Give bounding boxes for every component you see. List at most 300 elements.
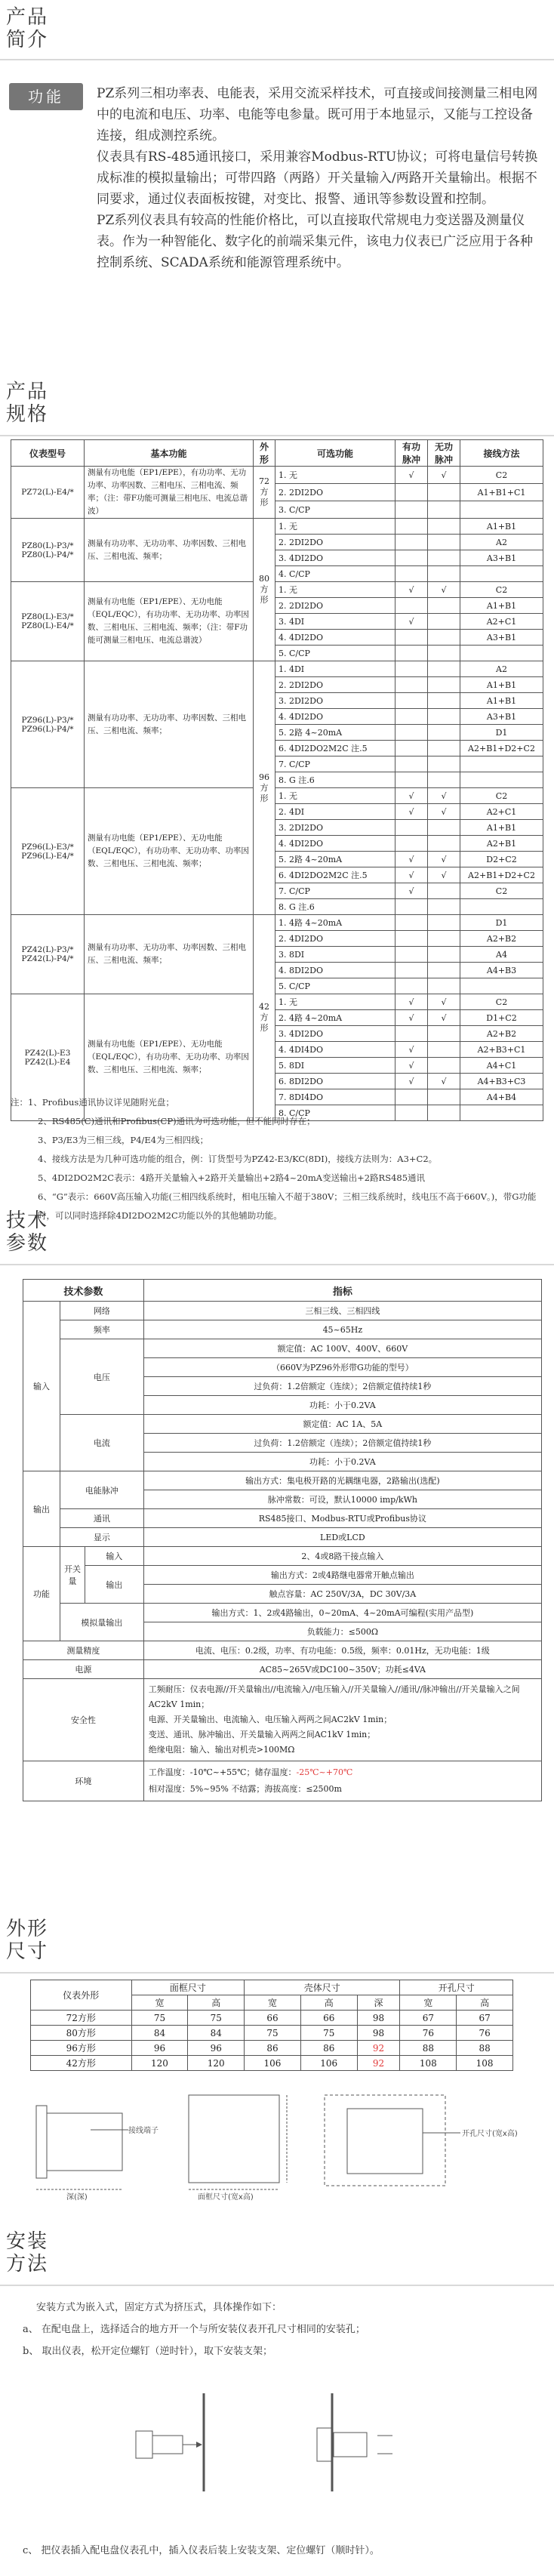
dim-value: 108: [457, 2056, 513, 2071]
tech-label: 电流: [60, 1415, 144, 1471]
spec-reactive-pulse: [428, 661, 460, 677]
spec-wiring: [460, 899, 543, 915]
dim-divider: [0, 1972, 554, 1974]
spec-function: 测量有功功率、无功功率、功率因数、三相电压、三相电流、频率；: [85, 915, 254, 994]
spec-option: 1. 4路 4~20mA: [275, 915, 395, 931]
spec-reactive-pulse: √: [428, 852, 460, 867]
spec-active-pulse: √: [395, 867, 428, 883]
spec-wiring: A1+B1: [460, 519, 543, 535]
spec-function: 测量有功功率、无功功率、功率因数、三相电压、三相电流、频率；: [85, 519, 254, 582]
spec-wiring: C2: [460, 467, 543, 484]
dim-value: 84: [188, 2026, 245, 2041]
spec-active-pulse: [395, 484, 428, 501]
cutout-diagram: [325, 2095, 460, 2186]
install-step: a、 在配电盘上，选择适合的地方开一个与所安装仪表开孔尺寸相同的安装孔；: [23, 2324, 365, 2335]
install-step: b、 取出仪表，松开定位螺钉（逆时针），取下安装支架；: [23, 2346, 272, 2357]
tech-value: AC85~265V或DC100~350V；功耗≤4VA: [143, 1660, 541, 1679]
tech-value: 功耗：小于0.2VA: [143, 1453, 541, 1471]
spec-reactive-pulse: [428, 614, 460, 630]
install-intro: 安装方式为嵌入式，固定方式为挤压式，具体操作如下：: [36, 2302, 282, 2313]
dim-value: 98: [357, 2011, 400, 2026]
spec-wiring: A2+B3+C1: [460, 1042, 543, 1058]
spec-reactive-pulse: [428, 501, 460, 519]
spec-wiring: [460, 978, 543, 994]
spec-reactive-pulse: [428, 741, 460, 756]
spec-wiring: D1: [460, 915, 543, 931]
dim-shape: 80方形: [31, 2026, 132, 2041]
spec-option: 1. 无: [275, 582, 395, 598]
spec-reactive-pulse: [428, 725, 460, 741]
spec-reactive-pulse: [428, 1042, 460, 1058]
tech-label: 功能: [23, 1547, 60, 1641]
spec-reactive-pulse: [428, 630, 460, 646]
dim-value: 96: [131, 2041, 188, 2056]
spec-wiring: A1+B1: [460, 820, 543, 836]
dim-shape: 96方形: [31, 2041, 132, 2056]
tech-label: 显示: [60, 1528, 144, 1547]
dim-value: 108: [400, 2056, 457, 2071]
spec-row: [11, 788, 543, 804]
spec-option: 4. 4DI2DO: [275, 836, 395, 852]
spec-function: 测量有功电能（EP1/EPE）、无功电能（EQL/EQC），有功功率、无功功率、功率因数、三相电压、三相电流、频率；（注：带F功能可测量三相电压、电流总谐波）: [85, 582, 254, 661]
spec-active-pulse: [395, 535, 428, 550]
spec-wiring: [460, 646, 543, 661]
spec-wiring: A2: [460, 535, 543, 550]
spec-wiring: A3+B1: [460, 550, 543, 566]
dim-value: 75: [188, 2011, 245, 2026]
spec-wiring: A2+B2: [460, 931, 543, 947]
spec-model: PZ96(L)-P3/* PZ96(L)-P4/*: [11, 661, 85, 788]
spec-reactive-pulse: [428, 693, 460, 709]
spec-active-pulse: [395, 566, 428, 582]
spec-shape: 80方形: [254, 519, 275, 661]
tech-label: 频率: [60, 1320, 144, 1339]
dim-subheader: 高: [188, 1995, 245, 2011]
tech-table: [23, 1279, 542, 1801]
dim-subheader: 高: [457, 1995, 513, 2011]
spec-reactive-pulse: [428, 899, 460, 915]
dim-value: 92: [357, 2041, 400, 2056]
dim-subheader: 宽: [131, 1995, 188, 2011]
dim-value: 120: [188, 2056, 245, 2071]
spec-reactive-pulse: [428, 709, 460, 725]
spec-option: 7. C/CP: [275, 883, 395, 899]
dim-header: 开孔尺寸: [400, 1980, 513, 1995]
spec-wiring: A1+B1: [460, 693, 543, 709]
spec-reactive-pulse: √: [428, 1010, 460, 1026]
dim-value: 75: [131, 2011, 188, 2026]
spec-header: 可选功能: [275, 440, 395, 467]
spec-reactive-pulse: [428, 677, 460, 693]
spec-reactive-pulse: √: [428, 867, 460, 883]
spec-active-pulse: √: [395, 994, 428, 1010]
spec-option: 8. G 注.6: [275, 899, 395, 915]
spec-active-pulse: [395, 756, 428, 772]
spec-option: 3. 2DI2DO: [275, 820, 395, 836]
spec-option: 6. 4DI2DO2M2C 注.5: [275, 867, 395, 883]
spec-wiring: A2+B1+D2+C2: [460, 741, 543, 756]
spec-option: 1. 无: [275, 519, 395, 535]
spec-active-pulse: [395, 598, 428, 614]
spec-option: 1. 无: [275, 467, 395, 484]
panel-insert-step: [136, 2393, 204, 2491]
spec-reactive-pulse: √: [428, 1074, 460, 1089]
spec-header: 仪表型号: [11, 440, 85, 467]
spec-option: 4. 8DI2DO: [275, 963, 395, 978]
note-line: 6、“G”表示：660V高压输入功能(三相四线系统时，相电压输入不超于380V；三相三线系统时，线电压不高于660V。)，带G功能时，可以同时选择除4DI2DO2M2C功能以外的其他辅助功能。: [38, 1191, 537, 1221]
tech-value: 额定值：AC 1A、5A: [143, 1415, 541, 1434]
tech-header: 技术参数: [23, 1280, 144, 1302]
tech-value: LED或LCD: [143, 1528, 541, 1547]
spec-option: 5. C/CP: [275, 646, 395, 661]
note-line: 3、P3/E3为三相三线，P4/E4为三相四线；: [38, 1135, 209, 1145]
spec-reactive-pulse: [428, 915, 460, 931]
dim-value: 75: [300, 2026, 357, 2041]
install-steps: [23, 2297, 543, 2362]
spec-active-pulse: [395, 519, 428, 535]
spec-active-pulse: [395, 725, 428, 741]
dimension-diagrams: [30, 2088, 528, 2201]
dim-subheader: 高: [300, 1995, 357, 2011]
install-diagram: [128, 2378, 430, 2507]
spec-table: [11, 439, 543, 1121]
spec-wiring: A1+B1+C1: [460, 484, 543, 501]
spec-reactive-pulse: [428, 535, 460, 550]
spec-option: 8. C/CP: [275, 1105, 395, 1121]
tech-label: 输出: [23, 1471, 60, 1547]
tech-value: 工作温度：-10℃~+55℃；储存温度：-25℃~+70℃ 相对湿度：5%~95% 不结露；海拔高度：≤2500m: [143, 1761, 541, 1801]
spec-option: 1. 无: [275, 788, 395, 804]
spec-model: PZ96(L)-E3/* PZ96(L)-E4/*: [11, 788, 85, 915]
spec-active-pulse: [395, 630, 428, 646]
spec-wiring: [460, 772, 543, 788]
spec-reactive-pulse: [428, 550, 460, 566]
spec-function: 测量有功电能（EP1/EPE），有功功率、无功功率、功率因数、三相电压、三相电流、频率；（注：带F功能可测量三相电压、电流总谐波）: [85, 467, 254, 519]
spec-active-pulse: [395, 741, 428, 756]
spec-wiring: C2: [460, 883, 543, 899]
intro-paragraph: 仪表具有RS-485通讯接口，采用兼容Modbus-RTU协议；可将电量信号转换成标准的模拟量输出；可带四路（两路）开关量输入/两路开关量输出。根据不同要求，通过仪表面板按键，对变比、报警、通讯等参数设置和控制。: [97, 149, 538, 207]
spec-reactive-pulse: [428, 772, 460, 788]
tech-label: 环境: [23, 1761, 144, 1801]
spec-wiring: A2+C1: [460, 614, 543, 630]
dim-value: 86: [300, 2041, 357, 2056]
spec-option: 5. C/CP: [275, 978, 395, 994]
spec-option: 5. 2路 4~20mA: [275, 852, 395, 867]
spec-reactive-pulse: √: [428, 467, 460, 484]
install-step: c、 把仪表插入配电盘仪表孔中，插入仪表后装上安装支架、定位螺钉（顺时针）。: [23, 2545, 380, 2556]
tech-label: 电源: [23, 1660, 144, 1679]
spec-wiring: [460, 566, 543, 582]
tech-label: 模拟量输出: [60, 1604, 144, 1641]
spec-option: 8. G 注.6: [275, 772, 395, 788]
dim-subheader: 宽: [245, 1995, 301, 2011]
tech-value: 输出方式：1、2或4路输出，0~20mA、4~20mA可编程(实用产品型): [143, 1604, 541, 1622]
function-tab[interactable]: 功能: [9, 83, 83, 110]
spec-header: 基本功能: [85, 440, 254, 467]
spec-active-pulse: √: [395, 582, 428, 598]
spec-wiring: A2+B1: [460, 836, 543, 852]
spec-option: 1. 无: [275, 994, 395, 1010]
spec-wiring: [460, 756, 543, 772]
tech-label: 输入: [23, 1302, 60, 1471]
tech-value: 工频耐压：仪表电源//开关量输出//电流输入//电压输入//开关量输入//通讯//脉冲输出//开关量输入之间AC2kV 1min； 电源、开关量输出、电流输入、电压输入两两之间AC2kV 1min； 变送、通讯、脉冲输出、开关量输入两两之间AC1kV 1min； 绝缘电阻：输入、输出对机壳>100MΩ: [143, 1679, 541, 1761]
spec-divider: [0, 435, 554, 436]
spec-wiring: D2+C2: [460, 852, 543, 867]
spec-wiring: A4+B4: [460, 1089, 543, 1105]
tech-header: 指标: [143, 1280, 541, 1302]
spec-option: 2. 4路 4~20mA: [275, 1010, 395, 1026]
spec-option: 5. 8DI: [275, 1058, 395, 1074]
dim-header: 仪表外形: [31, 1980, 132, 2011]
spec-active-pulse: [395, 677, 428, 693]
spec-active-pulse: [395, 947, 428, 963]
dim-value: 84: [131, 2026, 188, 2041]
tech-value: 45~65Hz: [143, 1320, 541, 1339]
spec-active-pulse: √: [395, 467, 428, 484]
intro-divider: [0, 59, 554, 60]
tech-label: 输入: [85, 1547, 144, 1566]
dim-row: [31, 2056, 513, 2071]
spec-reactive-pulse: √: [428, 804, 460, 820]
spec-option: 1. 4DI: [275, 661, 395, 677]
install-divider: [0, 2285, 554, 2286]
spec-active-pulse: [395, 899, 428, 915]
note-line: 4、接线方法是为几种可选功能的组合，例：订货型号为PZ42-E3/KC(8DI)，接线方法则为：A3+C2。: [38, 1154, 438, 1164]
spec-active-pulse: √: [395, 852, 428, 867]
spec-option: 2. 4DI: [275, 804, 395, 820]
spec-reactive-pulse: [428, 484, 460, 501]
tech-value: 2、4或8路干接点输入: [143, 1547, 541, 1566]
dim-value: 98: [357, 2026, 400, 2041]
spec-wiring: A4+C1: [460, 1058, 543, 1074]
spec-wiring: A4+B3+C3: [460, 1074, 543, 1089]
spec-row: [11, 994, 543, 1010]
spec-header: 无功脉冲: [428, 440, 460, 467]
tech-value: 额定值：AC 100V、400V、660V: [143, 1339, 541, 1358]
dim-value: 106: [245, 2056, 301, 2071]
note-line: 2、RS485(C)通讯和Profibus(CP)通讯为可选功能，但不能同时存在；: [38, 1116, 315, 1126]
spec-reactive-pulse: [428, 963, 460, 978]
spec-active-pulse: √: [395, 1058, 428, 1074]
intro-paragraph: PZ系列三相功率表、电能表，采用交流采样技术，可直接或间接测量三相电网中的电流和电压、功率、电能等电参量。既可用于本地显示，又能与工控设备连接，组成测控系统。: [97, 86, 538, 143]
dim-title: 外形 尺寸: [6, 1918, 49, 1963]
note-line: 注：1、Profibus通讯协议详见随附光盘；: [11, 1097, 174, 1108]
spec-reactive-pulse: √: [428, 582, 460, 598]
spec-wiring: A3+B1: [460, 630, 543, 646]
dim-header: 面框尺寸: [131, 1980, 245, 1995]
spec-wiring: C2: [460, 582, 543, 598]
spec-option: 2. 2DI2DO: [275, 484, 395, 501]
dim-value: 106: [300, 2056, 357, 2071]
spec-active-pulse: [395, 1026, 428, 1042]
spec-shape: 72方形: [254, 467, 275, 519]
spec-active-pulse: [395, 931, 428, 947]
spec-notes: [11, 1093, 543, 1225]
spec-model: PZ80(L)-P3/* PZ80(L)-P4/*: [11, 519, 85, 582]
intro-paragraph: PZ系列仪表具有较高的性能价格比，可以直接取代常规电力变送器及测量仪表。作为一种智能化、数字化的前端采集元件，该电力仪表已广泛应用于各种控制系统、SCADA系统和能源管理系统中。: [97, 213, 533, 270]
install-steps-final: [23, 2540, 543, 2562]
tech-value: 过负荷：1.2倍额定（连续）；2倍额定值持续1秒: [143, 1377, 541, 1396]
spec-wiring: A1+B1: [460, 598, 543, 614]
spec-reactive-pulse: √: [428, 788, 460, 804]
note-line: 5、4DI2DO2M2C表示：4路开关量输入+2路开关量输出+2路4~20mA变送输出+2路RS485通讯: [38, 1172, 426, 1183]
tech-value: 电流、电压：0.2级，功率、有功电能：0.5级，频率：0.01Hz，无功电能：1级: [143, 1641, 541, 1660]
spec-active-pulse: √: [395, 883, 428, 899]
spec-option: 4. 4DI2DO: [275, 709, 395, 725]
spec-shape: 96方形: [254, 661, 275, 915]
spec-active-pulse: [395, 963, 428, 978]
spec-header: 外形: [254, 440, 275, 467]
spec-active-pulse: √: [395, 1074, 428, 1089]
intro-title: 产品 简介: [6, 6, 49, 51]
spec-title: 产品 规格: [6, 381, 49, 426]
spec-reactive-pulse: [428, 1026, 460, 1042]
spec-row: [11, 582, 543, 598]
spec-reactive-pulse: [428, 947, 460, 963]
spec-reactive-pulse: [428, 519, 460, 535]
spec-active-pulse: [395, 709, 428, 725]
spec-model: PZ42(L)-E3 PZ42(L)-E4: [11, 994, 85, 1121]
dim-value: 88: [400, 2041, 457, 2056]
tech-label: 安全性: [23, 1679, 144, 1761]
spec-active-pulse: √: [395, 1042, 428, 1058]
spec-shape: 42方形: [254, 915, 275, 1121]
spec-wiring: D1+C2: [460, 1010, 543, 1026]
spec-option: 3. C/CP: [275, 501, 395, 519]
spec-wiring: C2: [460, 788, 543, 804]
tech-value: 负载能力：≤500Ω: [143, 1622, 541, 1641]
depth-label: 深(深): [66, 2193, 88, 2201]
spec-option: 4. C/CP: [275, 566, 395, 582]
spec-active-pulse: [395, 915, 428, 931]
spec-option: 2. 2DI2DO: [275, 535, 395, 550]
spec-model: PZ42(L)-P3/* PZ42(L)-P4/*: [11, 915, 85, 994]
spec-wiring: A2+B1+D2+C2: [460, 867, 543, 883]
spec-active-pulse: √: [395, 788, 428, 804]
tech-label: 输出: [85, 1566, 144, 1604]
spec-row: [11, 519, 543, 535]
tech-value: RS485接口、Modbus-RTU或Profibus协议: [143, 1509, 541, 1528]
spec-row: [11, 915, 543, 931]
cutout-size-label: 开孔尺寸(宽x高): [462, 2130, 518, 2138]
tech-value: 输出方式：集电极开路的光耦继电器，2路输出(选配): [143, 1471, 541, 1490]
tech-value: 输出方式：2或4路继电器常开触点输出: [143, 1566, 541, 1585]
spec-wiring: A4: [460, 947, 543, 963]
dim-subheader: 宽: [400, 1995, 457, 2011]
dim-value: 75: [245, 2026, 301, 2041]
spec-option: 2. 4DI2DO: [275, 931, 395, 947]
dim-row: [31, 2026, 513, 2041]
spec-active-pulse: √: [395, 804, 428, 820]
spec-reactive-pulse: [428, 883, 460, 899]
spec-wiring: A3+B1: [460, 709, 543, 725]
spec-reactive-pulse: [428, 836, 460, 852]
spec-function: 测量有功功率、无功功率、功率因数、三相电压、三相电流、频率；: [85, 661, 254, 788]
spec-option: 6. 8DI2DO: [275, 1074, 395, 1089]
dim-value: 76: [457, 2026, 513, 2041]
side-view-diagram: [36, 2106, 128, 2189]
spec-reactive-pulse: [428, 1058, 460, 1074]
tech-label: 网络: [60, 1302, 144, 1320]
tech-label: 开关量: [60, 1547, 85, 1604]
spec-wiring: A2+C1: [460, 804, 543, 820]
tech-value: 触点容量：AC 250V/3A，DC 30V/3A: [143, 1585, 541, 1604]
dim-value: 92: [357, 2056, 400, 2071]
dim-table: [30, 1980, 513, 2071]
tech-value: 三相三线、三相四线: [143, 1302, 541, 1320]
dim-value: 96: [188, 2041, 245, 2056]
dim-value: 67: [400, 2011, 457, 2026]
spec-active-pulse: [395, 550, 428, 566]
terminal-label: 接线端子: [128, 2127, 159, 2135]
dim-value: 66: [300, 2011, 357, 2026]
spec-active-pulse: √: [395, 1010, 428, 1026]
dim-header: 壳体尺寸: [245, 1980, 400, 1995]
frame-size-label: 面框尺寸(宽x高): [198, 2193, 254, 2201]
tech-divider: [0, 1264, 554, 1265]
dim-value: 86: [245, 2041, 301, 2056]
tech-title: 技术 参数: [6, 1209, 49, 1255]
dim-shape: 72方形: [31, 2011, 132, 2026]
spec-row: [11, 661, 543, 677]
spec-wiring: A1+B1: [460, 677, 543, 693]
spec-option: 7. 8DI4DO: [275, 1089, 395, 1105]
spec-wiring: A2: [460, 661, 543, 677]
dim-row: [31, 2041, 513, 2056]
tech-label: 测量精度: [23, 1641, 144, 1660]
spec-active-pulse: [395, 820, 428, 836]
spec-reactive-pulse: [428, 756, 460, 772]
tech-value: 脉冲常数：可设，默认10000 imp/kWh: [143, 1490, 541, 1509]
spec-model: PZ72(L)-E4/*: [11, 467, 85, 519]
spec-reactive-pulse: [428, 820, 460, 836]
spec-reactive-pulse: [428, 978, 460, 994]
intro-text: [97, 83, 542, 273]
spec-option: 2. 2DI2DO: [275, 677, 395, 693]
tech-value: 过负荷：1.2倍额定（连续）；2倍额定值持续1秒: [143, 1434, 541, 1453]
tech-value: （660V为PZ96外形带G功能的型号）: [143, 1358, 541, 1377]
spec-active-pulse: √: [395, 614, 428, 630]
spec-reactive-pulse: [428, 931, 460, 947]
spec-reactive-pulse: [428, 566, 460, 582]
dim-value: 66: [245, 2011, 301, 2026]
spec-option: 6. 4DI2DO2M2C 注.5: [275, 741, 395, 756]
spec-active-pulse: [395, 772, 428, 788]
tech-label: 电能脉冲: [60, 1471, 144, 1509]
tech-value: 功耗：小于0.2VA: [143, 1396, 541, 1415]
spec-model: PZ80(L)-E3/* PZ80(L)-E4/*: [11, 582, 85, 661]
spec-active-pulse: [395, 661, 428, 677]
tech-label: 电压: [60, 1339, 144, 1415]
spec-option: 5. 2路 4~20mA: [275, 725, 395, 741]
spec-active-pulse: [395, 978, 428, 994]
spec-active-pulse: [395, 836, 428, 852]
spec-option: 4. 4DI4DO: [275, 1042, 395, 1058]
dim-subheader: 深: [357, 1995, 400, 2011]
spec-header: 有功脉冲: [395, 440, 428, 467]
spec-active-pulse: [395, 693, 428, 709]
spec-header: 接线方法: [460, 440, 543, 467]
spec-wiring: C2: [460, 994, 543, 1010]
spec-option: 3. 8DI: [275, 947, 395, 963]
spec-reactive-pulse: [428, 598, 460, 614]
install-title: 安装 方法: [6, 2230, 49, 2276]
spec-function: 测量有功电能（EP1/EPE）、无功电能（EQL/EQC），有功功率、无功功率、功率因数、三相电压、三相电流、频率；: [85, 994, 254, 1121]
dim-value: 67: [457, 2011, 513, 2026]
spec-option: 2. 2DI2DO: [275, 598, 395, 614]
spec-reactive-pulse: √: [428, 994, 460, 1010]
bracket-fix-step: [317, 2393, 392, 2491]
